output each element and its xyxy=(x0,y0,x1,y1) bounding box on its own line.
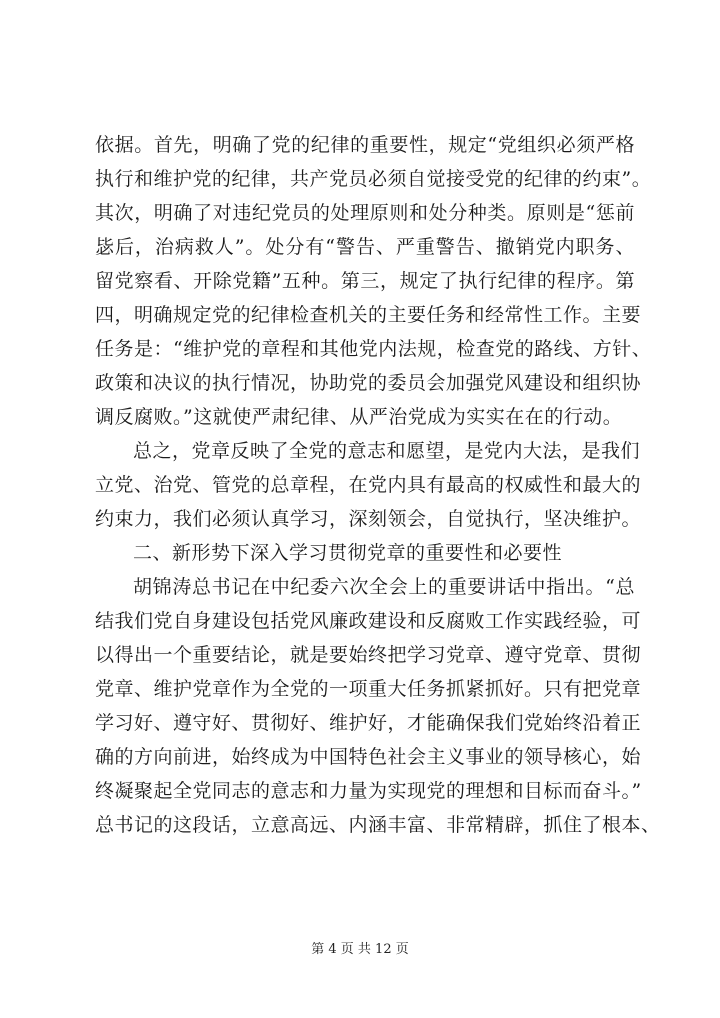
text-line: 以得出一个重要结论，就是要始终把学习党章、遵守党章、贯彻 xyxy=(95,644,642,666)
text-line: 立党、治党、管党的总章程，在党内具有最高的权威性和最大的 xyxy=(95,474,642,496)
section-heading xyxy=(95,536,635,570)
text-line: 总之，党章反映了全党的意志和愿望，是党内大法，是我们 xyxy=(133,440,641,462)
text-line: 依据。首先，明确了党的纪律的重要性，规定“党组织必须严格 xyxy=(95,134,635,156)
text-line: 胡锦涛总书记在中纪委六次全会上的重要讲话中指出。“总 xyxy=(133,576,635,598)
text-line: 任务是：“维护党的章程和其他党内法规，检查党的路线、方针、 xyxy=(95,338,652,360)
text-line: 总书记的这段话，立意高远、内涵丰富、非常精辟，抓住了根本、 xyxy=(95,814,661,836)
text-line: 学习好、遵守好、贯彻好、维护好，才能确保我们党始终沿着正 xyxy=(95,712,642,734)
text-line: 四，明确规定党的纪律检查机关的主要任务和经常性工作。主要 xyxy=(95,304,642,326)
text-line: 调反腐败。”这就使严肃纪律、从严治党成为实实在在的行动。 xyxy=(95,406,623,428)
page-number: 第 4 页 共 12 页 xyxy=(311,942,409,957)
text-line: 政策和决议的执行情况，协助党的委员会加强党风建设和组织协 xyxy=(95,372,642,394)
paragraph-hu-speech xyxy=(95,570,661,842)
document-body xyxy=(95,128,661,842)
text-line: 约束力，我们必须认真学习，深刻领会，自觉执行，坚决维护。 xyxy=(95,508,642,530)
text-line: 执行和维护党的纪律，共产党员必须自觉接受党的纪律的约束”。 xyxy=(95,168,652,190)
text-line: 确的方向前进，始终成为中国特色社会主义事业的领导核心，始 xyxy=(95,746,642,768)
text-line: 终凝聚起全党同志的意志和力量为实现党的理想和目标而奋斗。” xyxy=(95,780,642,802)
section-heading-text: 二、新形势下深入学习贯彻党章的重要性和必要性 xyxy=(133,542,563,564)
text-line: 毖后，治病救人”。处分有“警告、严重警告、撤销党内职务、 xyxy=(95,236,635,258)
text-line: 其次，明确了对违纪党员的处理原则和处分种类。原则是“惩前 xyxy=(95,202,635,224)
text-line: 党章、维护党章作为全党的一项重大任务抓紧抓好。只有把党章 xyxy=(95,678,642,700)
text-line: 留党察看、开除党籍”五种。第三，规定了执行纪律的程序。第 xyxy=(95,270,635,292)
page-footer xyxy=(0,938,720,957)
paragraph-party-discipline xyxy=(95,128,652,434)
text-line: 结我们党自身建设包括党风廉政建设和反腐败工作实践经验，可 xyxy=(95,610,642,632)
paragraph-summary xyxy=(95,434,642,536)
